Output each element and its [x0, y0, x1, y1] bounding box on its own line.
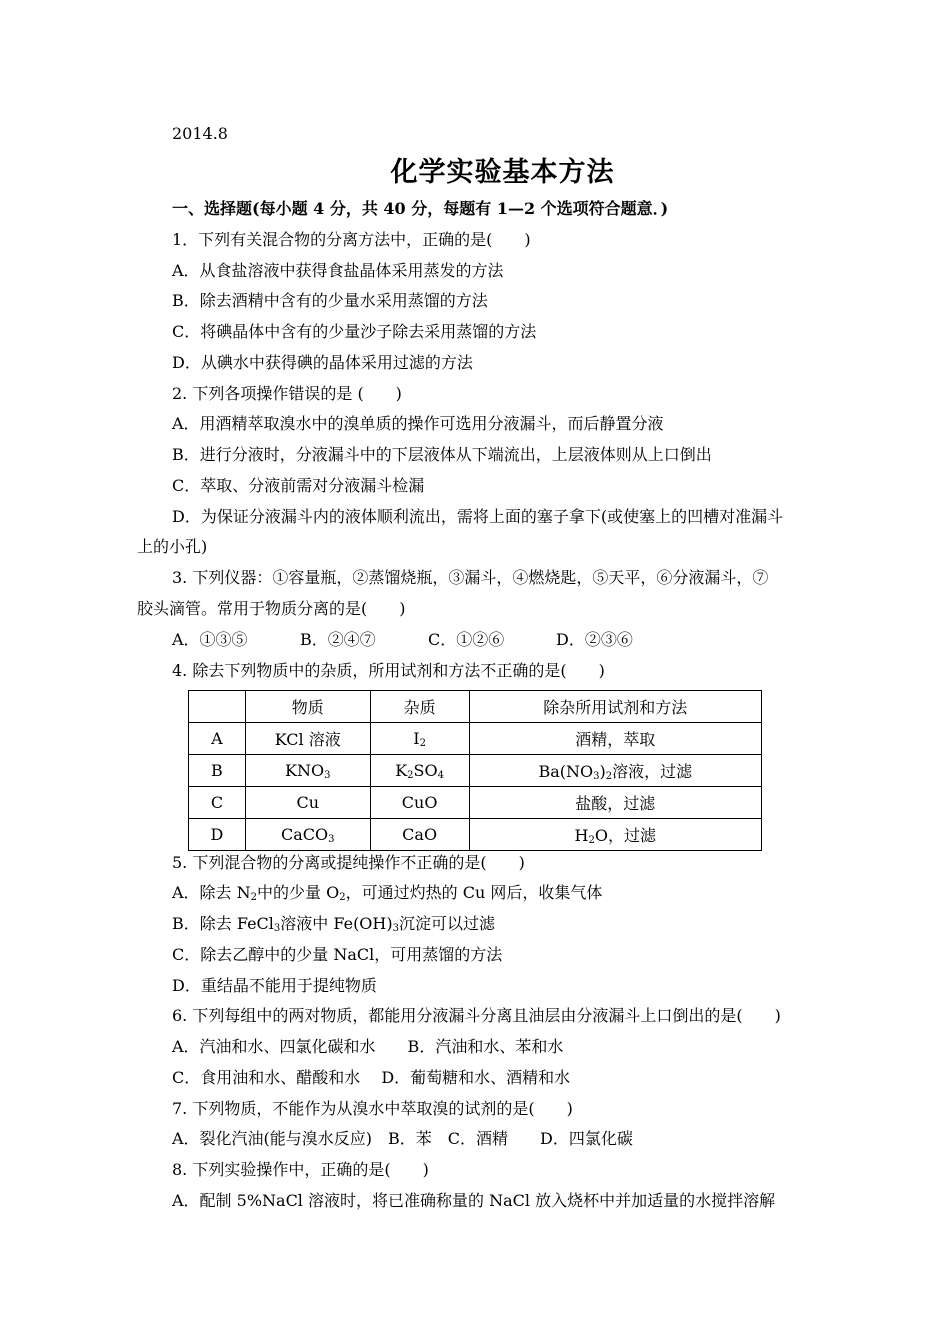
q5-option-d: D．重结晶不能用于提纯物质 [172, 976, 377, 995]
table-cell-option: C [189, 787, 246, 819]
q1-option-a: A．从食盐溶液中获得食盐晶体采用蒸发的方法 [172, 261, 504, 280]
document-title: 化学实验基本方法 [390, 157, 615, 188]
formula-subscript: 2 [588, 835, 595, 846]
q6-stem: 6. 下列每组中的两对物质，都能用分液漏斗分离且油层由分液漏斗上口倒出的是( ) [172, 1006, 781, 1025]
table-cell-impurity [370, 755, 469, 787]
table-cell-method: 盐酸，过滤 [469, 787, 761, 819]
table-cell-method [469, 755, 761, 787]
q4-table [188, 690, 762, 851]
formula-subscript: 2 [250, 892, 258, 903]
q4-stem: 4. 除去下列物质中的杂质，所用试剂和方法不正确的是( ) [172, 661, 605, 680]
formula-text: KNO [285, 761, 325, 780]
formula-subscript: 3 [328, 834, 335, 845]
table-row [189, 819, 762, 851]
option-text: 溶液中 Fe(OH) [280, 914, 393, 933]
q3-option-a: A．①③⑤ [172, 630, 248, 649]
formula-subscript: 2 [339, 892, 346, 903]
q1-option-c: C．将碘晶体中含有的少量沙子除去采用蒸馏的方法 [172, 322, 537, 341]
q7-stem: 7. 下列物质，不能作为从溴水中萃取溴的试剂的是( ) [172, 1099, 573, 1118]
q5-option-a [172, 883, 602, 903]
table-cell-impurity: CaO [370, 819, 469, 851]
formula-subscript: 3 [324, 770, 331, 781]
table-cell-method [469, 819, 761, 851]
q3-option-d: D．②③⑥ [556, 630, 633, 649]
q6-options-cd: C．食用油和水、醋酸和水 D．葡萄糖和水、酒精和水 [172, 1068, 571, 1087]
table-row [189, 723, 762, 755]
table-cell-option: B [189, 755, 246, 787]
option-text: ，可通过灼热的 Cu 网后，收集气体 [345, 883, 603, 902]
q8-option-a: A．配制 5%NaCl 溶液时，将已准确称量的 NaCl 放入烧杯中并加适量的水搅拌溶解 [172, 1191, 776, 1210]
table-cell-substance: KCl 溶液 [245, 723, 370, 755]
table-header-cell: 除杂所用试剂和方法 [469, 691, 761, 723]
formula-subscript: 3 [392, 923, 399, 934]
table-cell-option: A [189, 723, 246, 755]
q2-option-b: B．进行分液时，分液漏斗中的下层液体从下端流出，上层液体则从上口倒出 [172, 445, 712, 464]
q2-stem: 2. 下列各项操作错误的是 ( ) [172, 384, 402, 403]
formula-subscript: 3 [273, 923, 281, 934]
q1-stem: 1．下列有关混合物的分离方法中，正确的是( ) [172, 230, 531, 249]
q6-options-ab: A．汽油和水、四氯化碳和水 B．汽油和水、苯和水 [172, 1037, 564, 1056]
table-cell-impurity [370, 723, 469, 755]
table-header-cell: 杂质 [370, 691, 469, 723]
formula-text: CaCO [281, 825, 329, 844]
q1-option-b: B．除去酒精中含有的少量水采用蒸馏的方法 [172, 291, 488, 310]
q2-option-c: C．萃取、分液前需对分液漏斗检漏 [172, 476, 425, 495]
option-text: 中的少量 O [257, 883, 340, 902]
formula-text: Ba(NO [538, 762, 594, 781]
table-header-cell [189, 691, 246, 723]
q3-stem-line2: 胶头滴管。常用于物质分离的是( ) [137, 599, 406, 618]
formula-text: O，过滤 [594, 826, 656, 845]
q7-options: A．裂化汽油(能与溴水反应) B．苯 C．酒精 D．四氯化碳 [172, 1129, 633, 1148]
option-text: B．除去 FeCl [172, 914, 274, 933]
q3-options [172, 630, 633, 650]
table-header-row [189, 691, 762, 723]
q5-option-b [172, 914, 495, 934]
q2-option-a: A．用酒精萃取溴水中的溴单质的操作可选用分液漏斗，而后静置分液 [172, 414, 664, 433]
q1-option-d: D．从碘水中获得碘的晶体采用过滤的方法 [172, 353, 473, 372]
q2-option-d-line1: D．为保证分液漏斗内的液体顺利流出，需将上面的塞子拿下(或使塞上的凹槽对准漏斗 [172, 507, 784, 526]
q8-stem: 8. 下列实验操作中，正确的是( ) [172, 1160, 429, 1179]
table-row [189, 755, 762, 787]
document-date: 2014.8 [172, 124, 228, 143]
q5-option-c: C．除去乙醇中的少量 NaCl，可用蒸馏的方法 [172, 945, 503, 964]
table-cell-impurity: CuO [370, 787, 469, 819]
formula-text: SO [413, 761, 438, 780]
formula-text: K [395, 761, 408, 780]
q3-option-b: B．②④⑦ [300, 630, 376, 649]
option-text: 沉淀可以过滤 [399, 914, 496, 933]
table-cell-option: D [189, 819, 246, 851]
q3-stem-line1: 3. 下列仪器：①容量瓶，②蒸馏烧瓶，③漏斗，④燃烧匙，⑤天平，⑥分液漏斗，⑦ [172, 568, 769, 587]
table-cell-substance [245, 755, 370, 787]
table-cell-method: 酒精，萃取 [469, 723, 761, 755]
table-cell-substance [245, 819, 370, 851]
section-header: 一、选择题(每小题 4 分，共 40 分，每题有 1—2 个选项符合题意．) [172, 199, 669, 218]
table-cell-substance: Cu [245, 787, 370, 819]
formula-subscript: 4 [437, 770, 444, 781]
formula-text: H [574, 826, 589, 845]
option-text: A．除去 N [172, 883, 251, 902]
q3-option-c: C．①②⑥ [428, 630, 505, 649]
q5-stem: 5. 下列混合物的分离或提纯操作不正确的是( ) [172, 853, 525, 872]
table-header-cell: 物质 [245, 691, 370, 723]
formula-text: ) [599, 762, 606, 781]
formula-subscript: 2 [407, 770, 414, 781]
formula-subscript: 2 [419, 738, 426, 749]
q2-option-d-line2: 上的小孔) [137, 537, 208, 556]
formula-text: 溶液，过滤 [612, 762, 693, 781]
formula-subscript: 3 [593, 771, 600, 782]
table-row [189, 787, 762, 819]
formula-subscript: 2 [605, 771, 613, 782]
formula-text: I [413, 729, 420, 748]
